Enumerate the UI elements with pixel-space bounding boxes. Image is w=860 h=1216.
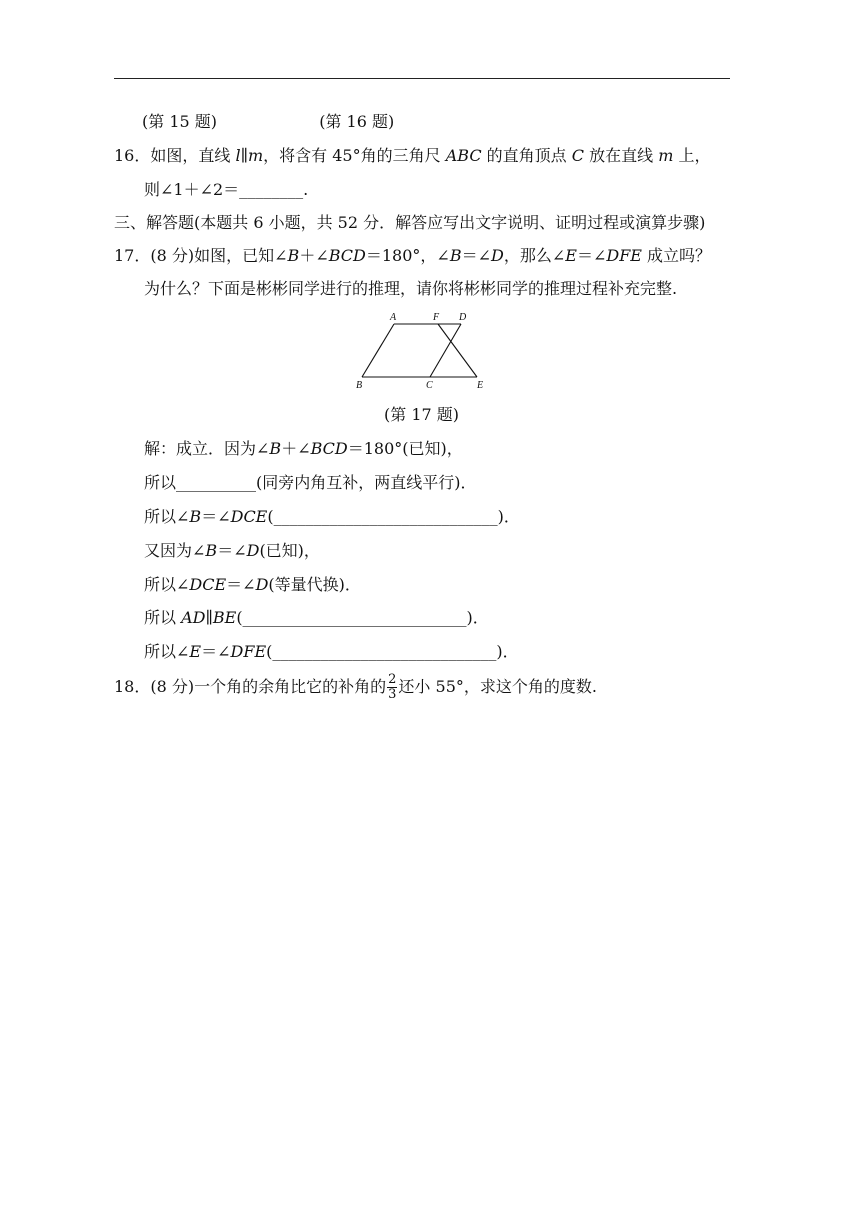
fraction-two-thirds: $\frac{2}{3}$ [388, 672, 397, 702]
section-3-heading: 三、解答题(本题共 6 小题，共 52 分．解答应写出文字说明、证明过程或演算步骤) [114, 213, 706, 232]
caption-q16: (第 16 题) [319, 112, 395, 131]
solution-line-3: 所以∠B＝∠DCE(____________________________)． [144, 507, 520, 526]
question-number: 18． [114, 677, 151, 696]
solution-line-2: 所以__________(同旁内角互补，两直线平行)． [144, 473, 477, 492]
figure-17-diagram [350, 308, 500, 398]
point-label-b: B [356, 380, 363, 391]
caption-q17: (第 17 题) [384, 405, 460, 424]
point-label-c: C [426, 380, 433, 391]
header-rule [114, 78, 730, 79]
segment-ab [362, 324, 394, 377]
question-16-line2: 则∠1＋∠2＝________. [144, 180, 309, 199]
question-17-line2: 为什么？下面是彬彬同学进行的推理，请你将彬彬同学的推理过程补充完整. [144, 279, 678, 298]
solution-line-7: 所以∠E＝∠DFE(____________________________)． [144, 642, 519, 661]
question-17-line1: 17．(8 分)如图，已知∠B＋∠BCD＝180°，∠B＝∠D，那么∠E＝∠DFE 成立吗？ [114, 246, 712, 265]
solution-line-5: 所以∠DCE＝∠D(等量代换)． [144, 575, 361, 594]
segment-fe [438, 324, 477, 377]
question-number: 16． [114, 146, 151, 165]
solution-line-4: 又因为∠B＝∠D(已知)， [144, 541, 320, 560]
question-number: 17． [114, 246, 151, 265]
question-18: 18．(8 分)一个角的余角比它的补角的 $\frac{2}{3}$ 还小 55°，求这个角的度数. [114, 672, 597, 702]
point-label-d: D [459, 312, 467, 323]
segment-cd [430, 324, 461, 377]
question-16-line1: 16．如图，直线 l∥m，将含有 45°角的三角尺 ABC 的直角顶点 C 放在直线 m 上， [114, 146, 711, 165]
point-label-f: F [433, 312, 440, 323]
point-label-e: E [477, 380, 484, 391]
solution-line-1: 解：成立．因为∠B＋∠BCD＝180°(已知)， [144, 439, 463, 458]
point-label-a: A [390, 312, 397, 323]
solution-line-6: 所以 AD∥BE(____________________________)． [144, 608, 489, 627]
figure-captions [142, 112, 394, 132]
caption-q15: (第 15 题) [142, 112, 218, 131]
